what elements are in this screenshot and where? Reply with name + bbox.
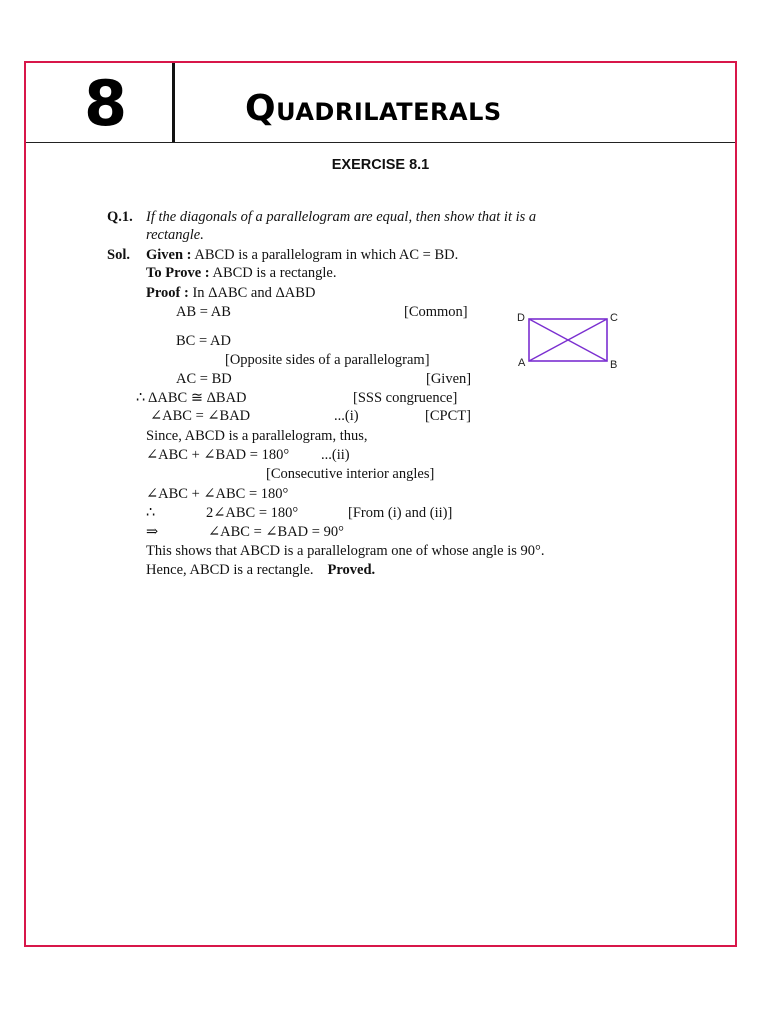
step-1: AB = AB [176,304,231,320]
question-label: Q.1. [107,209,133,225]
solution-label: Sol. [107,247,130,263]
vertex-b-label: B [610,359,618,371]
question-line-2: rectangle. [146,227,204,243]
tag-5: ...(i) [334,408,359,424]
header-rule [26,142,735,143]
proof-label: Proof : [146,285,189,301]
reason-6: [Consecutive interior angles] [266,466,435,482]
reason-3: [Given] [426,371,472,387]
reason-5: [CPCT] [425,408,471,424]
step-2: BC = AD [176,333,231,349]
since-line: Since, ABCD is a parallelogram, thus, [146,428,368,444]
step-7: ∠ABC + ∠ABC = 180° [146,486,289,502]
given-line [146,246,458,264]
step-5: ∠ABC = ∠BAD [150,408,251,424]
step-8: 2∠ABC = 180° [206,505,299,521]
reason-2: [Opposite sides of a parallelogram] [225,352,430,368]
header-divider [172,63,175,142]
conclusion-line-2 [146,561,375,579]
step-8-symbol: ∴ [146,505,156,521]
given-text: ABCD is a parallelogram in which AC = BD. [194,247,459,263]
exercise-heading: EXERCISE 8.1 [331,157,430,173]
vertex-d-label: D [517,312,525,324]
chapter-title-rest: UADRILATERALS [276,98,502,126]
reason-4: [SSS congruence] [353,390,458,406]
step-4: ∴ ΔABC ≅ ΔBAD [136,390,247,406]
chapter-title [245,89,502,132]
to-prove-line [146,264,337,282]
conclusion-text: Hence, ABCD is a rectangle. [146,562,314,578]
step-3: AC = BD [176,371,232,387]
chapter-number: 8 [84,67,128,140]
proof-text: In ΔABC and ΔABD [192,285,316,301]
step-9: ∠ABC = ∠BAD = 90° [208,524,344,540]
chapter-title-initial: Q [245,88,277,129]
reason-8: [From (i) and (ii)] [348,505,453,521]
proved-label: Proved. [327,562,376,578]
to-prove-text: ABCD is a rectangle. [212,265,337,281]
to-prove-label: To Prove : [146,265,210,281]
step-9-symbol: ⇒ [146,524,159,540]
question-line-1: If the diagonals of a parallelogram are equal, then show that it is a [146,209,537,225]
vertex-c-label: C [610,312,618,324]
rectangle-figure [514,309,644,373]
vertex-a-label: A [518,357,526,369]
conclusion-line-1: This shows that ABCD is a parallelogram one of whose angle is 90°. [146,543,545,559]
given-label: Given : [146,247,192,263]
reason-1: [Common] [404,304,468,320]
tag-6: ...(ii) [321,447,350,463]
proof-line [146,284,315,302]
step-6: ∠ABC + ∠BAD = 180° [146,447,290,463]
page-frame [24,61,737,947]
